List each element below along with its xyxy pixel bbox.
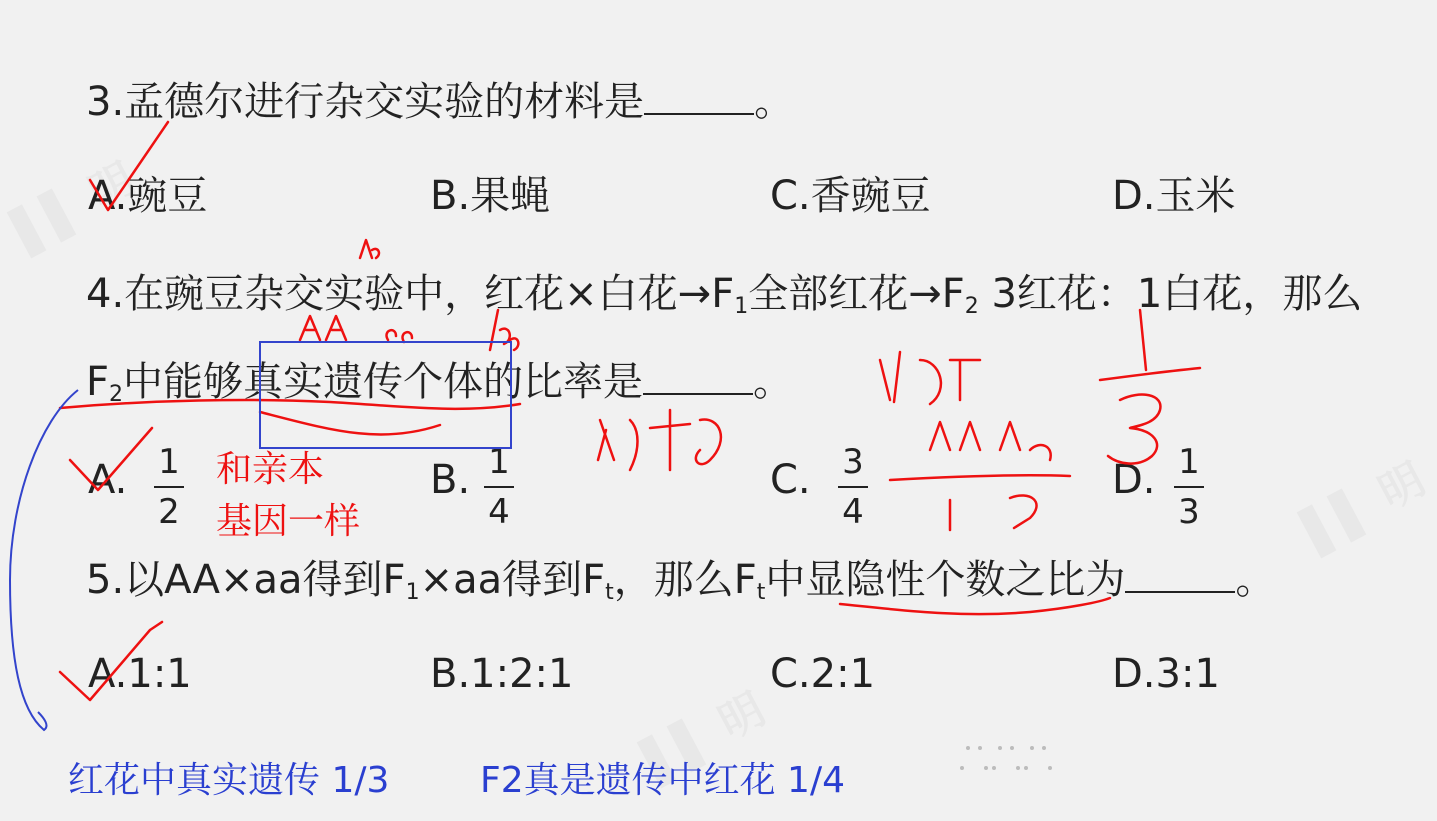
q4-option-c-letter: C. <box>770 457 811 503</box>
q4-option-a-letter: A. <box>88 457 128 503</box>
question-3-stem: 3.孟德尔进行杂交实验的材料是 。 <box>86 79 795 125</box>
answer-blank <box>643 359 753 395</box>
q4-option-a-fraction: 1 2 <box>152 442 186 532</box>
red-annotation-note: 和亲本 基因一样 <box>216 449 361 542</box>
q3-option-c: C.香豌豆 <box>770 173 931 219</box>
watermark <box>1292 444 1434 560</box>
scribble-aa-1 <box>360 240 379 258</box>
blue-note-2: F2真是遗传中红花 1/4 <box>480 760 845 801</box>
q4-option-d-letter: D. <box>1112 457 1156 503</box>
scribble-one-third <box>1100 310 1200 464</box>
scribble-aa-fraction <box>890 422 1070 530</box>
blue-bracket <box>10 390 78 730</box>
blue-note-1: 红花中真实遗传 1/3 <box>68 760 390 801</box>
q3-option-b: B.果蝇 <box>430 173 551 219</box>
scribble-aa-3 <box>387 330 412 342</box>
q5-option-c: C.2:1 <box>770 651 876 697</box>
scribble-honghua <box>598 410 721 470</box>
scribble-zhenqie <box>880 352 980 404</box>
answer-blank <box>1125 557 1235 593</box>
q3-option-a: A.豌豆 <box>88 173 208 219</box>
q3-option-d: D.玉米 <box>1112 173 1236 219</box>
q5-option-a: A.1:1 <box>88 651 192 697</box>
question-4-line-1: 4.在豌豆杂交实验中，红花×白花$\to F_1$全部红花$\to F_2$ 3红花：1白花，那么 <box>86 271 1363 319</box>
q4-option-c-fraction: 3 4 <box>836 442 870 532</box>
question-5-stem: 5.以AA×aa得到$F_1\times aa$得到$F_t$，那么$F_t$中显隐性个数之比为 。 <box>86 557 1276 605</box>
q5-option-b: B.1:2:1 <box>430 651 574 697</box>
q4-option-b-fraction: 1 4 <box>482 442 516 532</box>
q5-option-d: D.3:1 <box>1112 651 1220 697</box>
q4-option-b-letter: B. <box>430 457 471 503</box>
question-4-line-2: $F_2$中能够真实遗传个体的比率是 。 <box>86 359 794 407</box>
answer-blank <box>644 79 754 115</box>
q4-option-d-fraction: 1 3 <box>1172 442 1206 532</box>
